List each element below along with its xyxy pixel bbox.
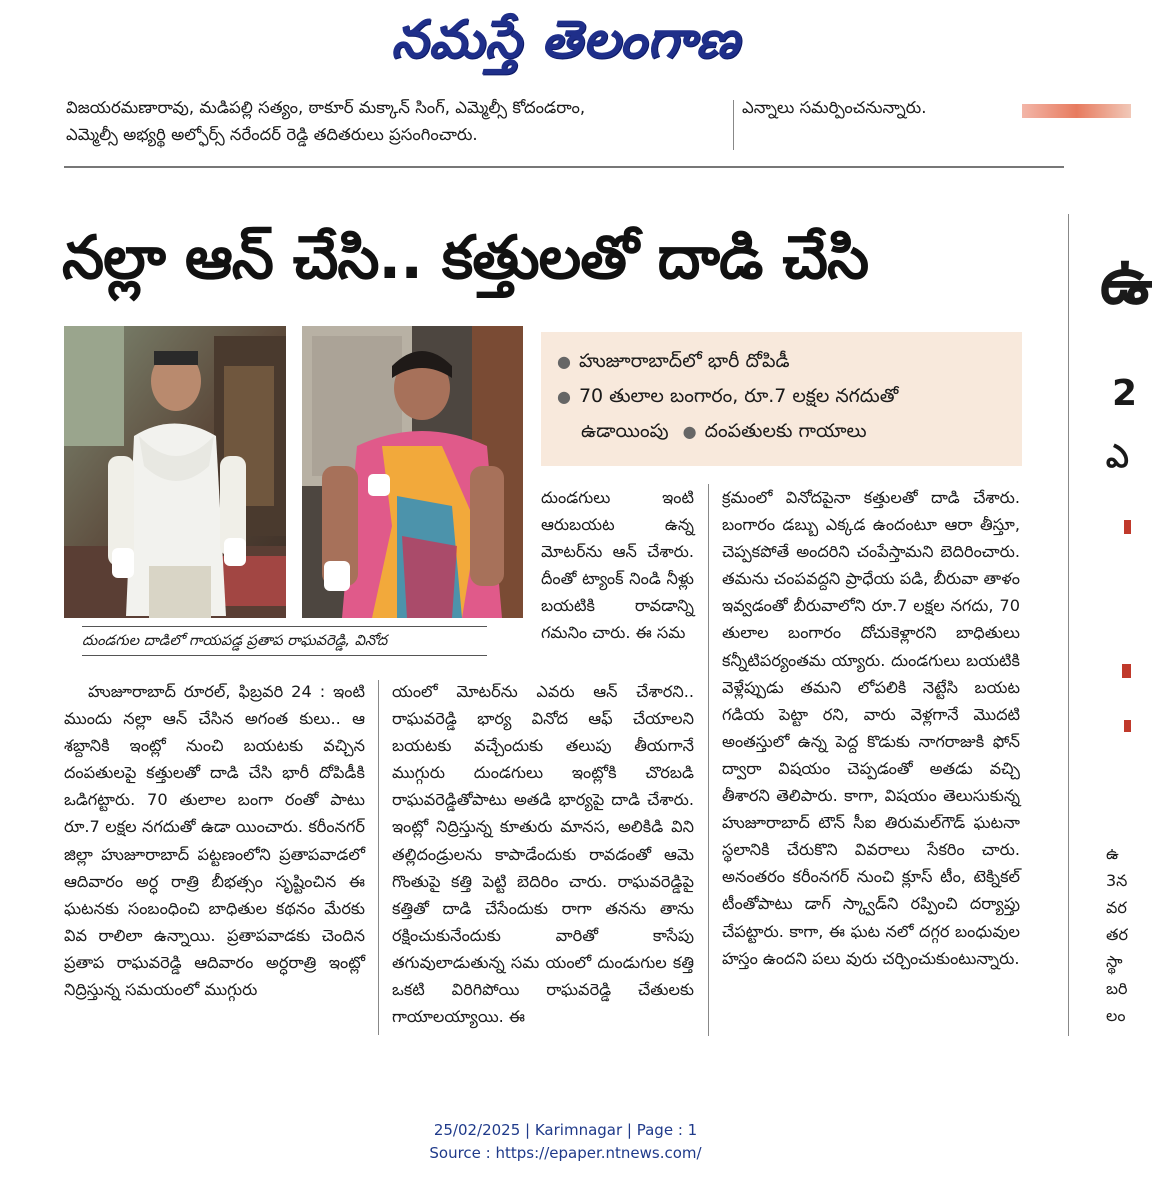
- article-column-2: [392, 678, 694, 1036]
- bullet-icon: ●: [557, 387, 571, 406]
- article-column-2-top: [541, 484, 694, 674]
- neighbour-headline-fragment: ఉ: [1100, 242, 1153, 319]
- column-divider: [1068, 214, 1069, 1036]
- photo-caption: దుండగుల దాడిలో గాయపడ్డ ప్రతాప రాఘవరెడ్డి, వినోద: [82, 633, 388, 649]
- neighbour-red-mark: [1124, 520, 1131, 534]
- neighbour-subhead-fragment: 2: [1112, 373, 1138, 414]
- bullet-icon: ●: [682, 422, 697, 441]
- photo-woman-injured: [302, 326, 523, 618]
- highlight-item: ● హుజూరాబాద్‌లో భారీ దోపిడీ: [557, 350, 790, 372]
- caption-rule-top: [82, 626, 487, 627]
- neighbour-text-fragment: ఉ 3న వర తర స్థా బరి లం: [1106, 844, 1128, 1025]
- column-divider: [378, 680, 379, 1035]
- photo-man-injured: [64, 326, 286, 618]
- highlight-item: ఉడాయింపు ● దంపతులకు గాయాలు: [581, 420, 867, 442]
- neighbour-red-mark: [1122, 664, 1131, 678]
- highlights-box: [541, 332, 1022, 466]
- prev-story-line-1: విజయరమణారావు, మడిపల్లి సత్యం, ఠాకూర్ మక్కాన్ సింగ్, ఎమ్మెల్సీ కోదండరాం,: [66, 98, 586, 117]
- column-divider: [708, 484, 709, 1036]
- prev-story-right-line: ఎన్నాలు సమర్పించనున్నారు.: [742, 98, 927, 117]
- newspaper-logo: నమస్తే తెలంగాణ: [391, 10, 740, 70]
- neighbour-red-mark: [1124, 720, 1131, 732]
- prev-story-line-2: ఎమ్మెల్సీ అభ్యర్థి అల్ఫోర్స్ నరేందర్ రెడ్డి తదితరులు ప్రసంగించారు.: [66, 125, 478, 144]
- caption-rule-bottom: [82, 655, 487, 656]
- footer-source-link[interactable]: Source : https://epaper.ntnews.com/: [429, 1144, 702, 1162]
- adjacent-image-strip: [1022, 104, 1131, 118]
- article-column-3: [722, 484, 1020, 1036]
- bullet-icon: ●: [557, 352, 571, 371]
- neighbour-subhead-fragment: ఎ: [1106, 437, 1129, 475]
- footer-date-edition: 25/02/2025 | Karimnagar | Page : 1: [433, 1121, 698, 1139]
- article-paragraph: హుజూరాబాద్ రూరల్, ఫిబ్రవరి 24 : ఇంటి ముందు నల్లా ఆన్ చేసిన అగంత కులు.. ఆ శబ్దానికి ఇంట్లో నుంచి బయటకు వచ్చిన దంపతులపై కత్తులతో దాడి చేసి భారీ దోపిడీకి ఒడిగట్టారు. 70 తులాల బంగా రంతో పాటు రూ.7 లక్షల నగదుతో ఉడా యించారు. కరీంనగర్ జిల్లా హుజూరాబాద్ పట్టణంలోని ప్రతాపవాడలో ఆదివారం అర్ధ రాత్రి బీభత్సం సృష్టించిన ఈ ఘటనకు సంబంధించి బాధితుల కథనం మేరకు వివ రాలిలా ఉన్నాయి. ప్రతాపవాడకు చెందిన ప్రతాప రాఘవరెడ్డి ఆదివారం అర్ధరాత్రి ఇంట్లో నిద్రిస్తున్న సమయంలో ముగ్గురు: [64, 682, 365, 1000]
- highlight-item: ● 70 తులాల బంగారం, రూ.7 లక్షల నగదుతో: [557, 385, 899, 407]
- article-column-1: [64, 678, 365, 1036]
- column-divider: [733, 100, 734, 150]
- article-headline: నల్లా ఆన్ చేసి.. కత్తులతో దాడి చేసి: [62, 223, 869, 293]
- article-paragraph: క్రమంలో వినోదపైనా కత్తులతో దాడి చేశారు. బంగారం డబ్బు ఎక్కడ ఉందంటూ ఆరా తీస్తూ, చెప్పకపోతే అందరిని చంపేస్తామని బెదిరించారు. తమను చంపవద్దని ప్రాధేయ పడి, బీరువా తాళం ఇవ్వడంతో బీరువాలోని రూ.7 లక్షల నగదు, 70 తులాల బంగారం దోచుకెళ్లారని బాధితులు కన్నీటిపర్యంతమ య్యారు. దుండగులు బయటికి వెళ్లేప్పుడు తమని లోపలికి నెట్టేసి బయట గడియ పెట్టా రని, వారు వెళ్లగానే మొదటి అంతస్తులో ఉన్న పెద్ద కొడుకు నాగరాజుకి ఫోన్ ద్వారా విషయం చెప్పడంతో అతడు వచ్చి తీశారని తెలిపారు. కాగా, విషయం తెలుసుకున్న హుజూరాబాద్ టౌన్ సీఐ తిరుమల్‌గౌడ్ ఘటనా స్థలానికి చేరుకొని వివరాలు సేకరిం చారు. అనంతరం కరీంనగర్ నుంచి క్లూస్ టీం, టెక్నికల్ టీంతోపాటు డాగ్ స్క్వాడ్‌ని రప్పించి దర్యాప్తు చేపట్టారు. కాగా, ఈ ఘట నలో దగ్గర బంధువుల హస్తం ఉందని పలు వురు చర్చించుకుంటున్నారు.: [722, 488, 1020, 968]
- article-paragraph: యంలో మోటర్‌ను ఎవరు ఆన్ చేశారని.. రాఘవరెడ్డి భార్య వినోద ఆఫ్ చేయాలని బయటకు వచ్చేందుకు తలుపు తీయగానే ముగ్గురు దుండగులు ఇంట్లోకి చొరబడి రాఘవరెడ్డితోపాటు అతడి భార్యపై దాడి చేశారు. ఇంట్లో నిద్రిస్తున్న కూతురు మానస, అలికిడి విని తల్లిదండ్రులను కాపాడేందుకు రావడంతో ఆమె గొంతుపై కత్తి పెట్టి బెదిరిం చారు. రాఘవరెడ్డిపై కత్తితో దాడి చేసేందుకు రాగా తనను తాను రక్షించుకునేందుకు వారితో కాసేపు తగువులాడుతున్న సమ యంలో దుండుగుల కత్తి ఒకటి విరిగిపోయి రాఘవరెడ్డి చేతులకు గాయాలయ్యాయి. ఈ: [392, 682, 694, 1027]
- section-separator: [64, 166, 1064, 168]
- article-paragraph: దుండగులు ఇంటి ఆరుబయట ఉన్న మోటర్‌ను ఆన్ చేశారు. దీంతో ట్యాంక్ నిండి నీళ్లు బయటికి రావడాన్ని గమనిం చారు. ఈ సమ: [541, 488, 694, 643]
